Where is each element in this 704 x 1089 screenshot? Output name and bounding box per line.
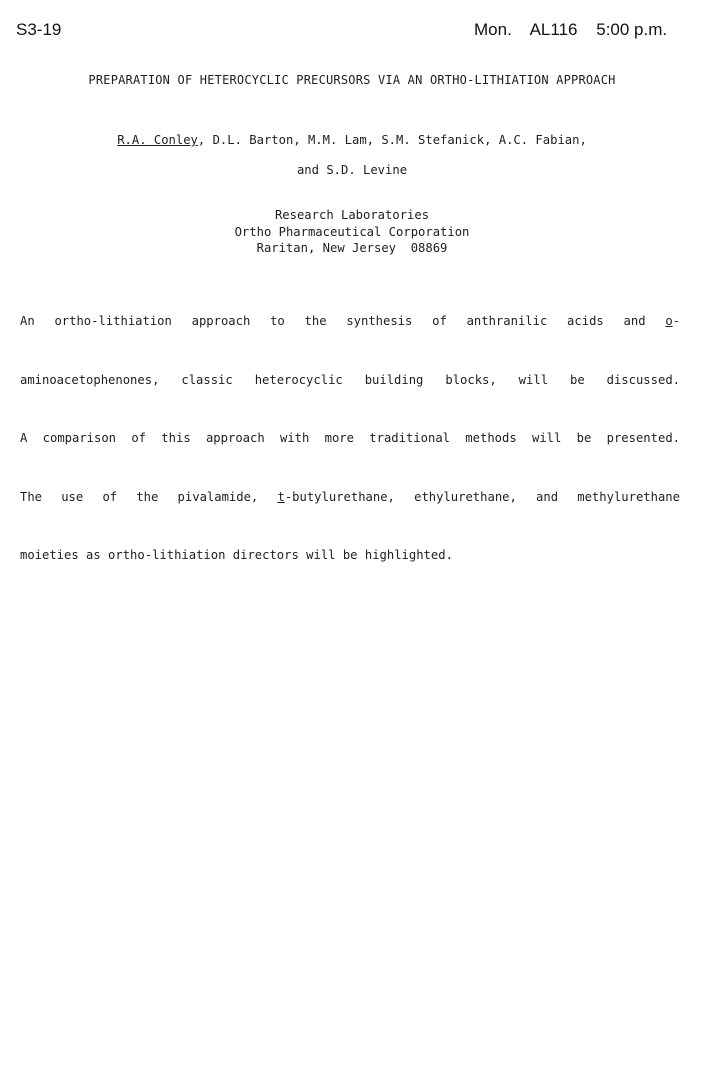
institution-organization: Ortho Pharmaceutical Corporation — [234, 225, 470, 239]
abstract-line: A comparison of this approach with more traditional methods will be presented. — [20, 431, 680, 445]
institution-location: Raritan, New Jersey 08869 — [256, 241, 448, 255]
session-code: S3-19 — [16, 20, 62, 39]
co-authors: , D.L. Barton, M.M. Lam, S.M. Stefanick, A.C. Fabian, — [197, 133, 587, 147]
institution-department: Research Laboratories — [274, 208, 430, 222]
abstract-line: An ortho-lithiation approach to the synthesis of anthranilic acids and o- — [20, 314, 680, 328]
session-day: Mon. — [474, 20, 512, 39]
abstract-line: The use of the pivalamide, t-butylurethane, ethylurethane, and methylurethane — [20, 489, 680, 504]
abstract — [20, 284, 680, 591]
abstract-line: moieties as ortho-lithiation directors will be highlighted. — [20, 548, 453, 562]
paper-title: PREPARATION OF HETEROCYCLIC PRECURSORS VIA AN ORTHO-LITHIATION APPROACH — [88, 73, 616, 87]
session-room: AL116 — [529, 20, 578, 39]
presenting-author: R.A. Conley — [117, 133, 198, 147]
session-time: 5:00 p.m. — [596, 20, 668, 39]
authors-line-1 — [0, 133, 704, 147]
authors-line-2: and S.D. Levine — [296, 163, 408, 177]
abstract-line: aminoacetophenones, classic heterocyclic building blocks, will be discussed. — [20, 372, 680, 387]
session-schedule — [474, 20, 667, 40]
